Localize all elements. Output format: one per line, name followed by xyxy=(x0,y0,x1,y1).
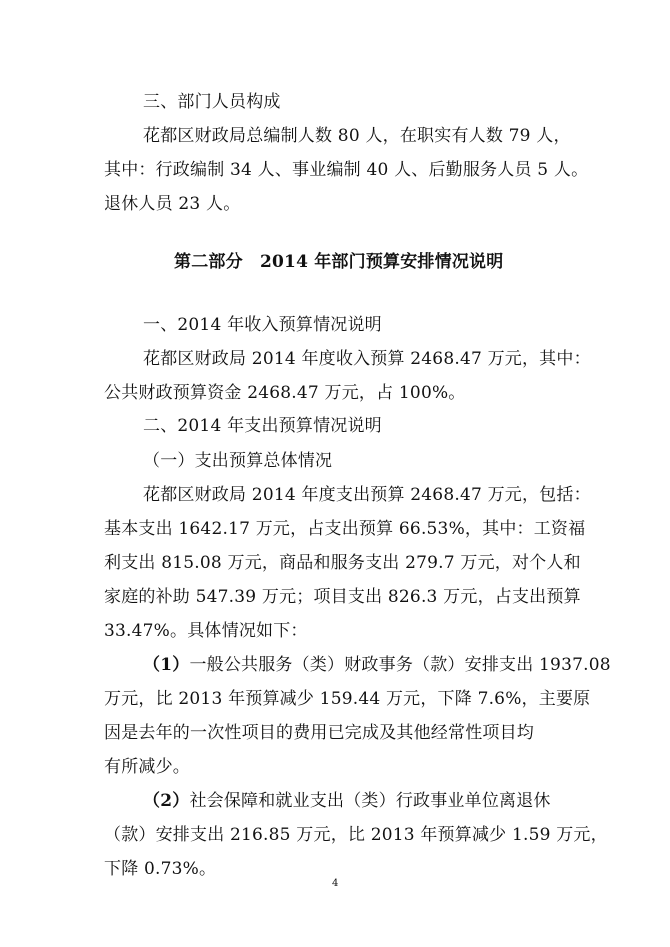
section3-line-2: 其中：行政编制 34 人、事业编制 40 人、后勤服务人员 5 人。 xyxy=(104,160,589,180)
item1-label: （1） xyxy=(143,655,190,675)
item1-line-1 xyxy=(143,653,611,677)
item2-line-1 xyxy=(143,789,551,813)
item1-text-1: 一般公共服务（类）财政事务（款）安排支出 1937.08 xyxy=(189,655,611,675)
expense-line-1: 花都区财政局 2014 年度支出预算 2468.47 万元，包括： xyxy=(143,485,591,505)
item1-line-4: 有所减少。 xyxy=(104,757,190,777)
item2-line-3: 下降 0.73%。 xyxy=(104,859,217,879)
expense-title: 二、2014 年支出预算情况说明 xyxy=(143,416,382,436)
part2-title: 第二部分 2014 年部门预算安排情况说明 xyxy=(174,252,504,272)
item1-line-3: 因是去年的一次性项目的费用已完成及其他经常性项目均 xyxy=(104,723,534,743)
section3-title: 三、部门人员构成 xyxy=(143,92,281,112)
expense-subtitle: （一）支出预算总体情况 xyxy=(143,451,333,471)
income-line-2: 公共财政预算资金 2468.47 万元，占 100%。 xyxy=(104,383,466,403)
income-line-1: 花都区财政局 2014 年度收入预算 2468.47 万元，其中： xyxy=(143,349,591,369)
item1-line-2: 万元，比 2013 年预算减少 159.44 万元，下降 7.6%，主要原 xyxy=(104,689,591,709)
expense-line-3: 利支出 815.08 万元，商品和服务支出 279.7 万元，对个人和 xyxy=(104,553,581,573)
page-number: 4 xyxy=(332,878,339,889)
income-title: 一、2014 年收入预算情况说明 xyxy=(143,315,382,335)
item2-text-1: 社会保障和就业支出（类）行政事业单位离退休 xyxy=(189,791,551,811)
item2-line-2: （款）安排支出 216.85 万元，比 2013 年预算减少 1.59 万元， xyxy=(104,825,608,845)
section3-line-3: 退休人员 23 人。 xyxy=(104,194,241,214)
expense-line-2: 基本支出 1642.17 万元，占支出预算 66.53%，其中：工资福 xyxy=(104,519,586,539)
expense-line-5: 33.47%。具体情况如下： xyxy=(104,621,308,641)
expense-line-4: 家庭的补助 547.39 万元；项目支出 826.3 万元，占支出预算 xyxy=(104,587,581,607)
item2-label: （2） xyxy=(143,791,190,811)
section3-line-1: 花都区财政局总编制人数 80 人，在职实有人数 79 人， xyxy=(143,126,571,146)
